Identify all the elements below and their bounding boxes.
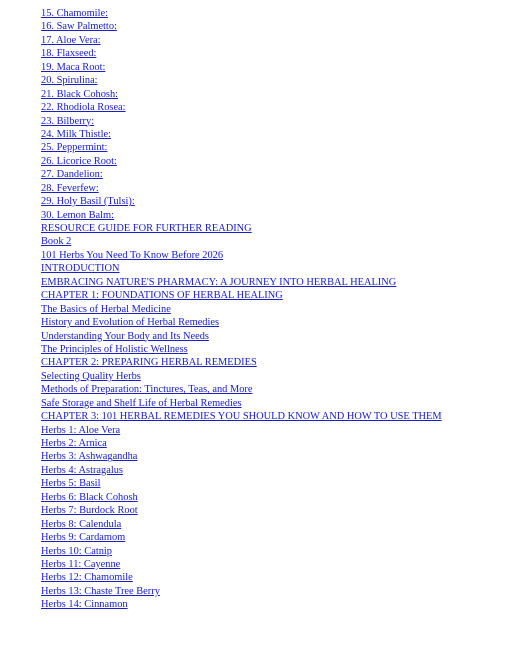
toc-link[interactable]: EMBRACING NATURE'S PHARMACY: A JOURNEY INTO HERBAL HEALING [41,276,397,288]
toc-link[interactable]: Herbs 7: Burdock Root [41,505,138,517]
toc-link[interactable]: Herbs 11: Cayenne [41,558,121,570]
toc-item [41,314,501,327]
toc-link[interactable]: 21. Black Cohosh: [41,88,119,100]
toc-item [41,5,501,18]
toc-item [41,435,501,448]
toc-link[interactable]: 16. Saw Palmetto: [41,21,117,33]
toc-link[interactable]: Herbs 6: Black Cohosh [41,491,138,503]
toc-link[interactable]: 22. Rhodiola Rosea: [41,102,126,114]
toc-link[interactable]: The Basics of Herbal Medicine [41,303,171,315]
toc-item [41,260,501,273]
toc-link[interactable]: 25. Peppermint: [41,142,108,154]
toc-item [41,569,501,582]
toc-item [41,45,501,58]
toc-link[interactable]: Herbs 13: Chaste Tree Berry [41,585,160,597]
toc-link[interactable]: 28. Feverfew: [41,182,99,194]
toc-link[interactable]: INTRODUCTION [41,263,120,275]
toc-link[interactable]: History and Evolution of Herbal Remedies [41,317,220,329]
toc-link[interactable]: Herbs 10: Catnip [41,545,112,557]
toc-link[interactable]: 15. Chamomile: [41,8,108,19]
toc-item [41,18,501,31]
toc-item [41,516,501,529]
toc-item [41,354,501,367]
toc-link[interactable]: Herbs 1: Aloe Vera [41,424,121,436]
toc-item [41,395,501,408]
toc-link[interactable]: Selecting Quality Herbs [41,370,141,382]
toc-link[interactable]: Methods of Preparation: Tinctures, Teas, and More [41,384,253,396]
toc-link[interactable]: Herbs 12: Chamomile [41,572,133,584]
toc-item [41,448,501,461]
toc-item [41,153,501,166]
toc-item [41,422,501,435]
toc-item [41,113,501,126]
toc-link[interactable]: 29. Holy Basil (Tulsi): [41,196,135,208]
toc-item [41,328,501,341]
toc-item [41,220,501,233]
toc-item [41,99,501,112]
toc-link[interactable]: 19. Maca Root: [41,61,106,73]
toc-item [41,556,501,569]
toc-item [41,247,501,260]
toc-item [41,475,501,488]
toc-link[interactable]: RESOURCE GUIDE FOR FURTHER READING [41,223,252,234]
toc-item [41,32,501,45]
toc-link[interactable]: 30. Lemon Balm: [41,209,115,221]
toc-link[interactable]: Safe Storage and Shelf Life of Herbal Remedies [41,397,242,409]
toc-item [41,341,501,354]
toc-link[interactable]: CHAPTER 1: FOUNDATIONS OF HERBAL HEALING [41,290,283,302]
toc-link[interactable]: 101 Herbs You Need To Know Before 2026 [41,249,224,261]
toc-link[interactable]: Understanding Your Body and Its Needs [41,330,209,342]
toc-item [41,193,501,206]
toc-item [41,59,501,72]
toc-item [41,583,501,596]
toc-item [41,381,501,394]
toc-item [41,274,501,287]
toc-item [41,368,501,381]
toc-item [41,166,501,179]
toc-item [41,529,501,542]
toc-link[interactable]: 17. Aloe Vera: [41,34,101,46]
toc-item [41,462,501,475]
toc-item [41,489,501,502]
toc-link[interactable]: Herbs 9: Cardamom [41,532,126,544]
toc-link[interactable]: CHAPTER 3: 101 HERBAL REMEDIES YOU SHOULD KNOW AND HOW TO USE THEM [41,411,442,423]
toc-link[interactable]: Herbs 3: Ashwagandha [41,451,138,463]
toc-item [41,543,501,556]
toc-item [41,301,501,314]
toc-item [41,180,501,193]
toc-item [41,408,501,421]
toc-item [41,207,501,220]
toc-link[interactable]: 23. Bilberry: [41,115,95,127]
toc-link[interactable]: 18. Flaxseed: [41,48,97,60]
toc-item [41,139,501,152]
table-of-contents [41,5,501,610]
toc-item [41,233,501,246]
toc-item [41,126,501,139]
toc-item [41,86,501,99]
toc-item [41,72,501,85]
toc-link[interactable]: Herbs 14: Cinnamon [41,599,128,611]
toc-link[interactable]: Herbs 8: Calendula [41,518,122,530]
toc-item [41,502,501,515]
toc-link[interactable]: Herbs 5: Basil [41,478,101,490]
toc-link[interactable]: Book 2 [41,236,72,248]
toc-link[interactable]: 27. Dandelion: [41,169,103,181]
toc-link[interactable]: Herbs 4: Astragalus [41,464,123,476]
toc-item [41,596,501,609]
toc-link[interactable]: 20. Spirulina: [41,75,98,87]
toc-link[interactable]: The Principles of Holistic Wellness [41,343,188,355]
toc-link[interactable]: 26. Licorice Root: [41,155,117,167]
toc-link[interactable]: 24. Milk Thistle: [41,128,111,140]
toc-link[interactable]: Herbs 2: Arnica [41,438,107,449]
toc-item [41,287,501,300]
toc-link[interactable]: CHAPTER 2: PREPARING HERBAL REMEDIES [41,357,257,369]
